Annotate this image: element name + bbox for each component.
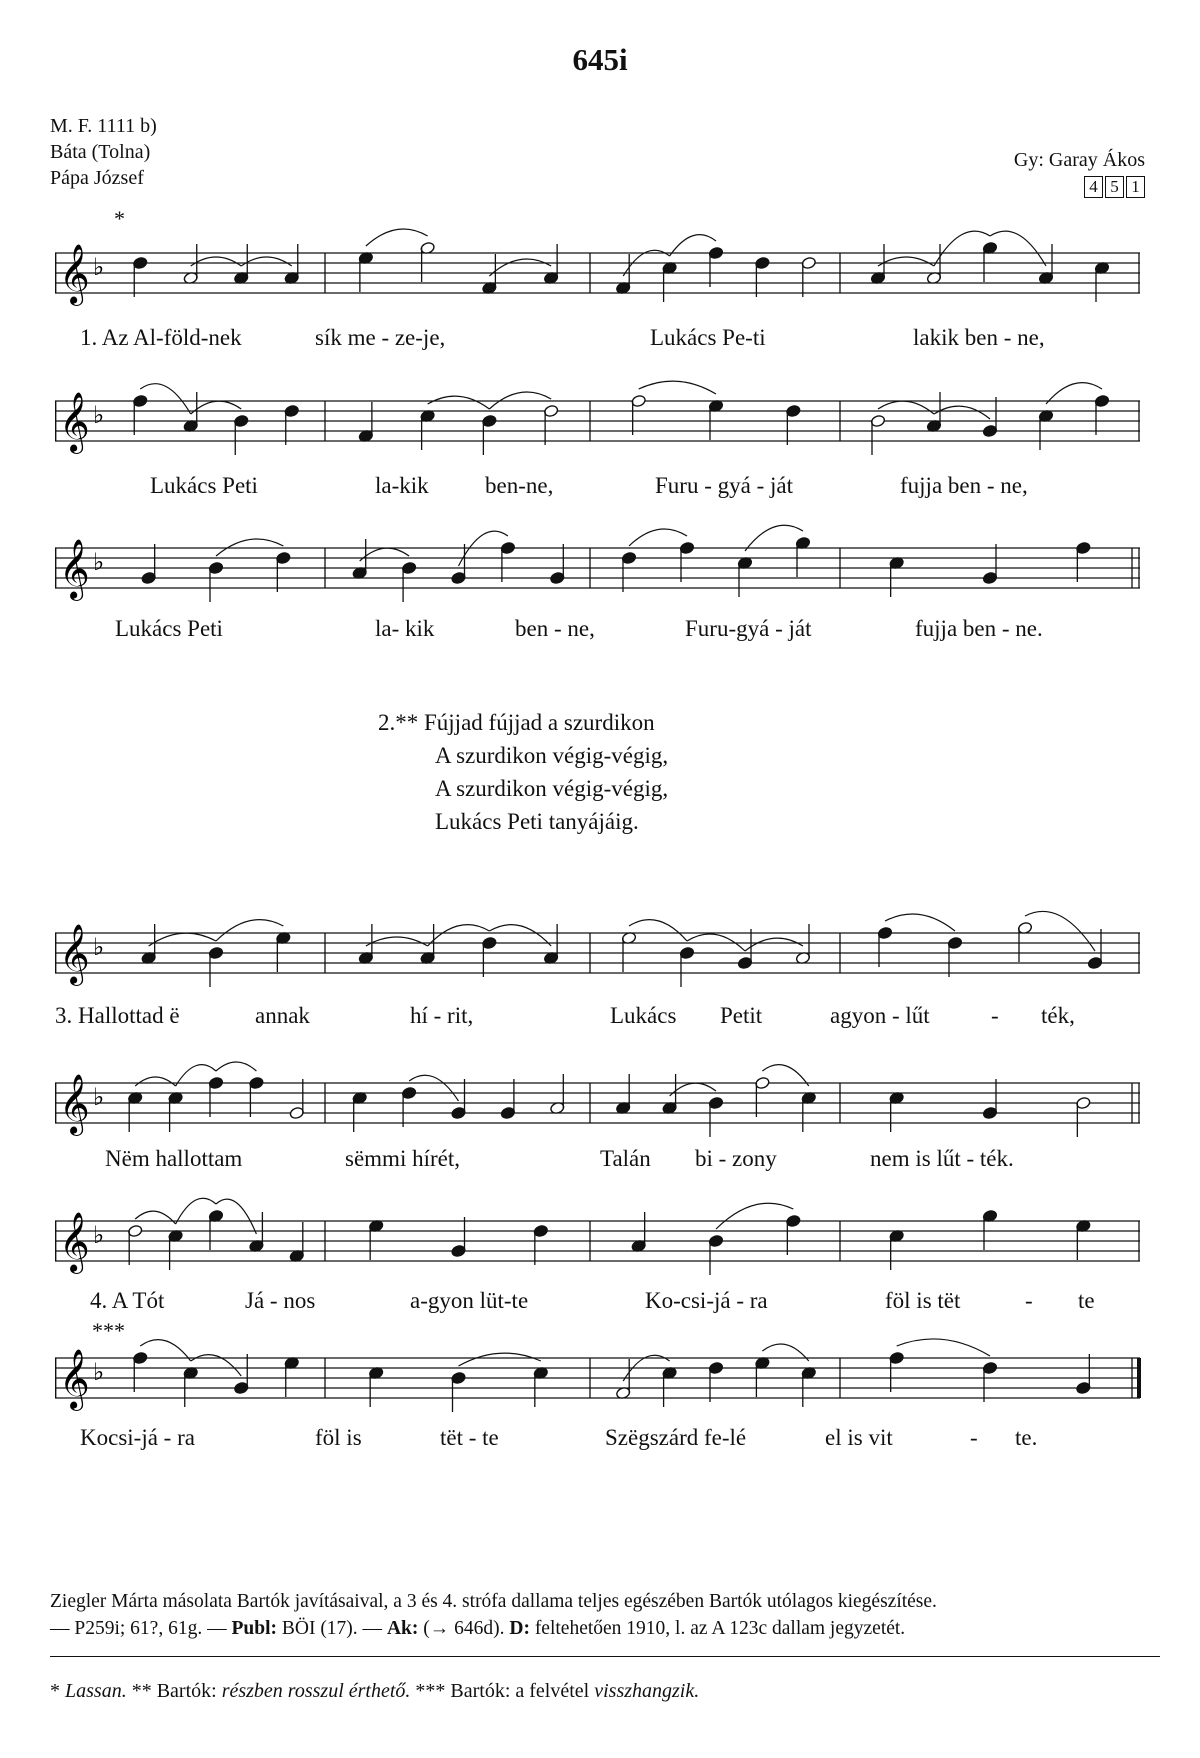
slur — [934, 406, 990, 419]
lyric: Furu - gyá - ját — [655, 473, 793, 498]
footnote-mark: *** Bartók: a felvétel — [415, 1680, 590, 1702]
lyrics-stanza3-line1 — [55, 1003, 1145, 1037]
slur — [716, 1203, 793, 1229]
notes-refs: — P259i; 61?, 61g. — — [50, 1618, 227, 1639]
slur — [670, 1083, 716, 1096]
lyrics-stanza4-line1 — [55, 1288, 1145, 1322]
box-2: 5 — [1105, 176, 1124, 198]
lyric: 3. Hallottad ë — [55, 1003, 180, 1028]
lyric: Já - nos — [245, 1288, 316, 1313]
lyric: a-gyon lüt-te — [410, 1288, 529, 1313]
key-flat: ♭ — [93, 1083, 105, 1111]
lyric: Lukács — [610, 1003, 677, 1028]
key-flat: ♭ — [93, 1358, 105, 1386]
staff-6 — [55, 1193, 1145, 1303]
lyric: lakik ben - ne, — [913, 325, 1045, 350]
d-label: D: — [509, 1618, 530, 1639]
lyric: la-kik — [375, 473, 429, 498]
lyric: 4. A Tót — [90, 1288, 165, 1313]
slur — [409, 1075, 458, 1101]
slur — [366, 937, 428, 946]
slur — [745, 938, 803, 951]
lyric: - — [970, 1425, 978, 1450]
lyric: Lukács Peti — [150, 473, 258, 498]
slur — [639, 381, 716, 394]
lyric: annak — [255, 1003, 310, 1028]
lyric: fujja ben - ne. — [915, 616, 1043, 641]
lyric: Furu-gyá - ját — [685, 616, 812, 641]
slur — [428, 396, 490, 409]
lyrics-stanza1-line1 — [55, 325, 1145, 359]
footnote-text: visszhangzik. — [594, 1680, 700, 1702]
box-3: 1 — [1126, 176, 1145, 198]
lyric: Kocsi-já - ra — [80, 1425, 195, 1450]
place: Báta (Tolna) — [50, 141, 151, 163]
key-flat: ♭ — [93, 548, 105, 576]
lyric: föl is tët — [885, 1288, 961, 1313]
lyric: sëmmi hírét, — [345, 1146, 460, 1171]
slur — [216, 1062, 256, 1071]
slur — [745, 525, 803, 551]
stanza-2-text — [378, 706, 668, 838]
lyric: 1. Az Al-föld-nek — [80, 325, 242, 350]
publ-value: BÖI (17). — — [281, 1618, 383, 1639]
source-notes — [50, 1588, 1160, 1642]
lyric: Lukács Pe-ti — [650, 325, 766, 350]
key-flat: ♭ — [93, 933, 105, 961]
treble-clef: 𝄞 — [59, 539, 90, 599]
staff-7 — [55, 1330, 1145, 1440]
stanza2-line: 2.** Fújjad fújjad a szurdikon — [378, 710, 655, 735]
treble-clef: 𝄞 — [59, 392, 90, 452]
lyric: bi - zony — [695, 1146, 777, 1171]
key-flat: ♭ — [93, 401, 105, 429]
page-title: 645i — [572, 42, 628, 77]
stanza2-line: Lukács Peti tanyájáig. — [435, 809, 639, 834]
lyric: sík me - ze-je, — [315, 325, 446, 350]
notes-line-1: Ziegler Márta másolata Bartók javításaival, a 3 és 4. strófa dallama teljes egészében Bartók utólagos kiegészítése. — [50, 1591, 937, 1612]
lyric: Nëm hallottam — [105, 1146, 243, 1171]
key-flat: ♭ — [93, 1221, 105, 1249]
footnote-text: részben rosszul érthető. — [221, 1680, 411, 1702]
lyric: ben - ne, — [515, 616, 595, 641]
slur — [360, 548, 409, 561]
slur — [629, 920, 687, 941]
publ-label: Publ: — [231, 1618, 277, 1639]
lyric: tët - te — [440, 1425, 499, 1450]
staff-2 — [55, 373, 1145, 483]
lyric: el is vit — [825, 1425, 893, 1450]
slur — [934, 231, 990, 266]
collector: Gy: Garay Ákos — [1013, 149, 1145, 171]
treble-clef: 𝄞 — [59, 244, 90, 304]
slur — [990, 231, 1046, 266]
slur — [885, 914, 955, 931]
footnote-text: Lassan. — [65, 1680, 127, 1702]
treble-clef: 𝄞 — [59, 1349, 90, 1409]
lyric: Petit — [720, 1003, 763, 1028]
lyrics-stanza1-line2 — [55, 473, 1145, 507]
slur — [1025, 911, 1095, 951]
ak-label: Ak: — [386, 1618, 419, 1639]
slur — [191, 401, 242, 414]
lyric: Lukács Peti — [115, 616, 223, 641]
slur — [897, 1339, 990, 1356]
treble-clef: 𝄞 — [59, 1074, 90, 1134]
lyric: la- kik — [375, 616, 435, 641]
stanza2-line: A szurdikon végig-végig, — [435, 743, 669, 768]
lyric: agyon - lűt — [830, 1003, 930, 1028]
stanza2-line: A szurdikon végig-végig, — [435, 776, 669, 801]
slur — [149, 933, 216, 946]
treble-clef: 𝄞 — [59, 1212, 90, 1272]
lyrics-stanza4-line2 — [55, 1425, 1145, 1459]
slur — [191, 257, 242, 266]
collector-info — [1014, 147, 1145, 199]
lyrics-stanza3-line2 — [55, 1146, 1145, 1180]
lyric: föl is — [315, 1425, 362, 1450]
lyric: Talán — [600, 1146, 651, 1171]
lyric: Ko-csi-já - ra — [645, 1288, 768, 1313]
slur — [878, 401, 934, 414]
echo-mark: *** — [92, 1318, 125, 1343]
notes-line-2 — [50, 1615, 1160, 1642]
singer: Pápa József — [50, 167, 144, 189]
lyric: nem is lűt - ték. — [870, 1146, 1014, 1171]
lyrics-stanza1-line3 — [55, 616, 1145, 650]
staff-4 — [55, 905, 1145, 1015]
footnote-divider — [50, 1656, 1160, 1657]
slur — [459, 1353, 541, 1366]
lyric: ben-ne, — [485, 473, 554, 498]
lyric: fujja ben - ne, — [900, 473, 1028, 498]
slur — [135, 1211, 175, 1224]
key-flat: ♭ — [93, 253, 105, 281]
slur — [135, 1077, 175, 1086]
footnotes — [50, 1680, 699, 1703]
d-value: feltehetően 1910, l. az A 123c dallam jegyzetét. — [534, 1618, 906, 1639]
source-info — [50, 113, 157, 191]
tempo-mark: * — [114, 206, 125, 231]
lyric: Szëgszárd fe-lé — [605, 1425, 747, 1450]
staff-1 — [55, 225, 1145, 335]
slur — [241, 257, 292, 266]
lyric: hí - rit, — [410, 1003, 474, 1028]
ak-value: (→ 646d). — [423, 1618, 505, 1639]
slur — [366, 229, 428, 246]
lyric: ték, — [1041, 1003, 1075, 1028]
treble-clef: 𝄞 — [59, 924, 90, 984]
lyric: - — [1025, 1288, 1033, 1313]
footnote-mark: * — [50, 1680, 60, 1702]
classification-boxes — [1084, 176, 1145, 198]
lyric: - — [991, 1003, 999, 1028]
box-1: 4 — [1084, 176, 1103, 198]
slur — [216, 920, 283, 941]
slur — [878, 257, 934, 266]
staff-3 — [55, 520, 1145, 630]
source-ref: M. F. 1111 b) — [50, 115, 157, 137]
lyric: te — [1078, 1288, 1095, 1313]
slur — [140, 384, 191, 414]
lyric: te. — [1015, 1425, 1038, 1450]
slur — [629, 529, 687, 546]
footnote-mark: ** Bartók: — [131, 1680, 217, 1702]
